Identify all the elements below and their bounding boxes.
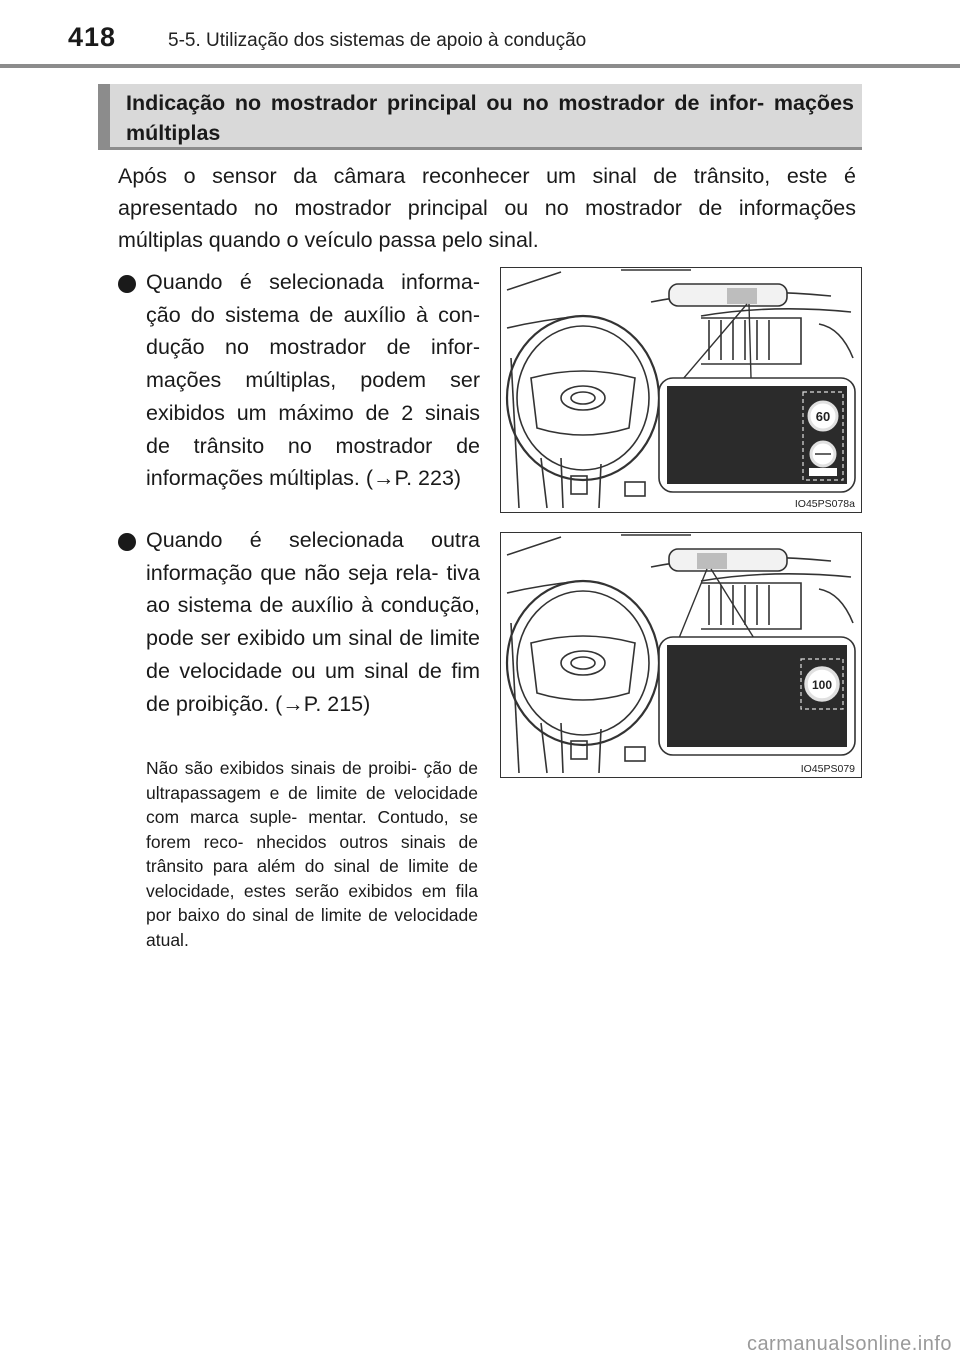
page-header xyxy=(0,0,960,70)
section-title: Indicação no mostrador principal ou no mostrador de infor- mações múltiplas xyxy=(126,91,854,145)
bullet-text-2: Quando é selecionada outra informação que não seja rela- tiva ao sistema de auxílio à condução, pode ser exibido um sinal de limite de velocidade ou um sinal de fim de proibição. (→P. 215) xyxy=(146,528,480,716)
figure-code: IO45PS078a xyxy=(794,498,855,510)
header-rule xyxy=(0,64,960,68)
watermark: carmanualsonline.info xyxy=(746,1333,952,1355)
figure-dashboard-speed-sign xyxy=(500,532,862,778)
speed-limit-sign-60: 60 xyxy=(815,409,831,424)
intro-paragraph: Após o sensor da câmara reconhecer um sinal de trânsito, este é apresentado no mostrador principal ou no mostrador de informações múltiplas quando o veículo passa pelo sinal. xyxy=(118,164,856,252)
bullet-icon xyxy=(118,533,136,551)
dashboard-illustration xyxy=(501,268,860,511)
bullet-text-1: Quando é selecionada informa- ção do sistema de auxílio à con- dução no mostrador de infor- mações múltiplas, podem ser exibidos um máximo de 2 sinais de trânsito no mostrador de informações múltiplas. (→P. 223) xyxy=(146,270,480,491)
bullet-item-1 xyxy=(118,266,480,495)
chapter-title: 5-5. Utilização dos sistemas de apoio à condução xyxy=(168,30,587,51)
figure-dashboard-two-signs xyxy=(500,267,862,513)
section-heading-box xyxy=(98,84,862,150)
dashboard-illustration xyxy=(501,533,860,776)
note-paragraph: Não são exibidos sinais de proibi- ção de ultrapassagem e de limite de velocidade com marca suple- mentar. Contudo, se forem reco- nhecidos outros sinais de trânsito para além do sinal de limite de velocidade, estes serão exibidos em fila por baixo do sinal de limite de velocidade atual. xyxy=(146,758,478,950)
speed-limit-sign-100: 100 xyxy=(811,678,833,692)
figure-code: IO45PS079 xyxy=(800,763,855,775)
page-number: 418 xyxy=(68,22,117,52)
bullet-item-2 xyxy=(118,524,480,720)
bullet-icon xyxy=(118,275,136,293)
